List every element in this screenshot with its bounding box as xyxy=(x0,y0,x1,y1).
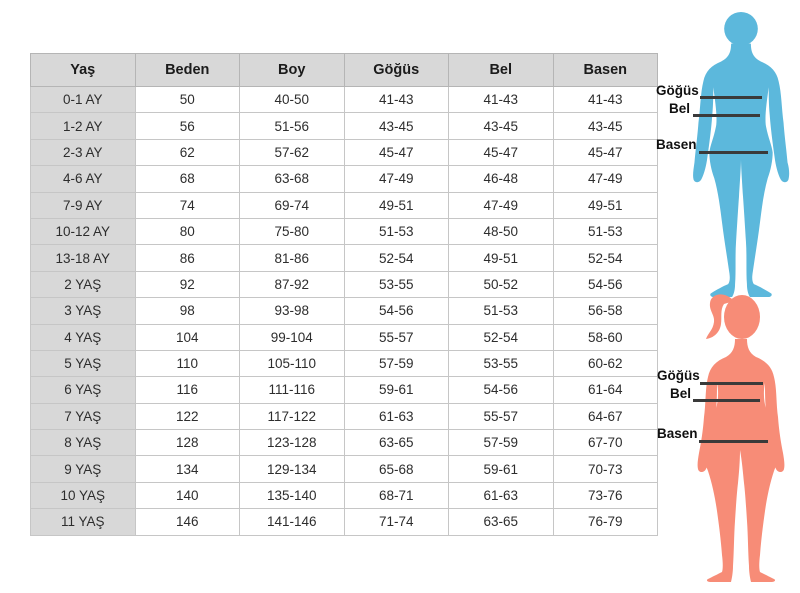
data-cell: 53-55 xyxy=(344,271,449,297)
data-cell: 111-116 xyxy=(240,377,345,403)
data-cell: 48-50 xyxy=(449,218,554,244)
data-cell: 52-54 xyxy=(344,245,449,271)
data-cell: 52-54 xyxy=(449,324,554,350)
data-cell: 146 xyxy=(135,509,240,535)
table-row xyxy=(31,456,658,482)
data-cell: 51-53 xyxy=(553,218,658,244)
data-cell: 61-63 xyxy=(449,482,554,508)
table-row xyxy=(31,113,658,139)
data-cell: 47-49 xyxy=(344,166,449,192)
row-header-cell: 4-6 AY xyxy=(31,166,136,192)
data-cell: 49-51 xyxy=(449,245,554,271)
data-cell: 59-61 xyxy=(344,377,449,403)
data-cell: 75-80 xyxy=(240,218,345,244)
data-cell: 116 xyxy=(135,377,240,403)
boy-hip-measure-line xyxy=(699,151,768,154)
boy-body xyxy=(693,44,789,297)
girl-waist-measure-line xyxy=(693,399,760,402)
data-cell: 70-73 xyxy=(553,456,658,482)
data-cell: 61-64 xyxy=(553,377,658,403)
column-header: Boy xyxy=(240,54,345,87)
data-cell: 43-45 xyxy=(344,113,449,139)
size-table-body xyxy=(31,87,658,536)
boy-chest-label: Göğüs xyxy=(656,83,699,98)
data-cell: 57-62 xyxy=(240,139,345,165)
table-row xyxy=(31,482,658,508)
data-cell: 55-57 xyxy=(344,324,449,350)
data-cell: 41-43 xyxy=(449,87,554,113)
data-cell: 45-47 xyxy=(344,139,449,165)
boy-waist-label: Bel xyxy=(669,101,691,116)
row-header-cell: 2 YAŞ xyxy=(31,271,136,297)
data-cell: 99-104 xyxy=(240,324,345,350)
data-cell: 43-45 xyxy=(449,113,554,139)
data-cell: 58-60 xyxy=(553,324,658,350)
column-header: Yaş xyxy=(31,54,136,87)
data-cell: 49-51 xyxy=(344,192,449,218)
data-cell: 40-50 xyxy=(240,87,345,113)
data-cell: 110 xyxy=(135,350,240,376)
data-cell: 67-70 xyxy=(553,430,658,456)
data-cell: 63-68 xyxy=(240,166,345,192)
data-cell: 45-47 xyxy=(553,139,658,165)
row-header-cell: 13-18 AY xyxy=(31,245,136,271)
data-cell: 61-63 xyxy=(344,403,449,429)
data-cell: 59-61 xyxy=(449,456,554,482)
row-header-cell: 10 YAŞ xyxy=(31,482,136,508)
row-header-cell: 0-1 AY xyxy=(31,87,136,113)
boy-chest-measure-line xyxy=(700,96,762,99)
boy-silhouette xyxy=(690,10,792,302)
girl-chest-label: Göğüs xyxy=(657,368,700,383)
data-cell: 74 xyxy=(135,192,240,218)
data-cell: 54-56 xyxy=(344,298,449,324)
data-cell: 76-79 xyxy=(553,509,658,535)
data-cell: 98 xyxy=(135,298,240,324)
data-cell: 56-58 xyxy=(553,298,658,324)
girl-body xyxy=(698,339,785,582)
header-row xyxy=(31,54,658,87)
row-header-cell: 7-9 AY xyxy=(31,192,136,218)
row-header-cell: 11 YAŞ xyxy=(31,509,136,535)
girl-hip-label: Basen xyxy=(657,426,698,441)
table-row xyxy=(31,218,658,244)
data-cell: 41-43 xyxy=(553,87,658,113)
table-row xyxy=(31,509,658,535)
table-row xyxy=(31,430,658,456)
data-cell: 71-74 xyxy=(344,509,449,535)
row-header-cell: 1-2 AY xyxy=(31,113,136,139)
data-cell: 68 xyxy=(135,166,240,192)
table-row xyxy=(31,298,658,324)
data-cell: 86 xyxy=(135,245,240,271)
data-cell: 122 xyxy=(135,403,240,429)
data-cell: 87-92 xyxy=(240,271,345,297)
girl-hip-measure-line xyxy=(699,440,768,443)
data-cell: 65-68 xyxy=(344,456,449,482)
data-cell: 73-76 xyxy=(553,482,658,508)
data-cell: 129-134 xyxy=(240,456,345,482)
row-header-cell: 4 YAŞ xyxy=(31,324,136,350)
data-cell: 68-71 xyxy=(344,482,449,508)
data-cell: 93-98 xyxy=(240,298,345,324)
data-cell: 56 xyxy=(135,113,240,139)
girl-waist-label: Bel xyxy=(670,386,692,401)
row-header-cell: 9 YAŞ xyxy=(31,456,136,482)
data-cell: 49-51 xyxy=(553,192,658,218)
column-header: Göğüs xyxy=(344,54,449,87)
data-cell: 128 xyxy=(135,430,240,456)
data-cell: 60-62 xyxy=(553,350,658,376)
boy-head xyxy=(724,12,758,46)
table-row xyxy=(31,139,658,165)
table-row xyxy=(31,245,658,271)
data-cell: 50-52 xyxy=(449,271,554,297)
data-cell: 117-122 xyxy=(240,403,345,429)
girl-head xyxy=(724,295,760,339)
data-cell: 57-59 xyxy=(449,430,554,456)
data-cell: 47-49 xyxy=(449,192,554,218)
table-row xyxy=(31,166,658,192)
row-header-cell: 5 YAŞ xyxy=(31,350,136,376)
table-row xyxy=(31,324,658,350)
data-cell: 51-53 xyxy=(344,218,449,244)
data-cell: 63-65 xyxy=(449,509,554,535)
data-cell: 64-67 xyxy=(553,403,658,429)
column-header: Basen xyxy=(553,54,658,87)
data-cell: 105-110 xyxy=(240,350,345,376)
data-cell: 51-56 xyxy=(240,113,345,139)
girl-chest-measure-line xyxy=(700,382,763,385)
data-cell: 45-47 xyxy=(449,139,554,165)
row-header-cell: 3 YAŞ xyxy=(31,298,136,324)
data-cell: 141-146 xyxy=(240,509,345,535)
table-row xyxy=(31,271,658,297)
data-cell: 43-45 xyxy=(553,113,658,139)
data-cell: 57-59 xyxy=(344,350,449,376)
table-row xyxy=(31,350,658,376)
data-cell: 41-43 xyxy=(344,87,449,113)
data-cell: 53-55 xyxy=(449,350,554,376)
data-cell: 55-57 xyxy=(449,403,554,429)
table-row xyxy=(31,377,658,403)
data-cell: 46-48 xyxy=(449,166,554,192)
row-header-cell: 7 YAŞ xyxy=(31,403,136,429)
data-cell: 134 xyxy=(135,456,240,482)
data-cell: 69-74 xyxy=(240,192,345,218)
row-header-cell: 2-3 AY xyxy=(31,139,136,165)
data-cell: 52-54 xyxy=(553,245,658,271)
data-cell: 135-140 xyxy=(240,482,345,508)
data-cell: 54-56 xyxy=(449,377,554,403)
boy-waist-measure-line xyxy=(693,114,760,117)
size-table-head xyxy=(31,54,658,87)
boy-hip-label: Basen xyxy=(656,137,697,152)
data-cell: 63-65 xyxy=(344,430,449,456)
table-row xyxy=(31,403,658,429)
data-cell: 54-56 xyxy=(553,271,658,297)
column-header: Beden xyxy=(135,54,240,87)
data-cell: 92 xyxy=(135,271,240,297)
row-header-cell: 8 YAŞ xyxy=(31,430,136,456)
data-cell: 123-128 xyxy=(240,430,345,456)
table-row xyxy=(31,87,658,113)
size-table xyxy=(30,53,658,536)
data-cell: 62 xyxy=(135,139,240,165)
table-row xyxy=(31,192,658,218)
column-header: Bel xyxy=(449,54,554,87)
data-cell: 50 xyxy=(135,87,240,113)
data-cell: 80 xyxy=(135,218,240,244)
data-cell: 140 xyxy=(135,482,240,508)
data-cell: 47-49 xyxy=(553,166,658,192)
row-header-cell: 6 YAŞ xyxy=(31,377,136,403)
row-header-cell: 10-12 AY xyxy=(31,218,136,244)
boy-silhouette-svg xyxy=(690,10,792,302)
data-cell: 81-86 xyxy=(240,245,345,271)
data-cell: 51-53 xyxy=(449,298,554,324)
data-cell: 104 xyxy=(135,324,240,350)
